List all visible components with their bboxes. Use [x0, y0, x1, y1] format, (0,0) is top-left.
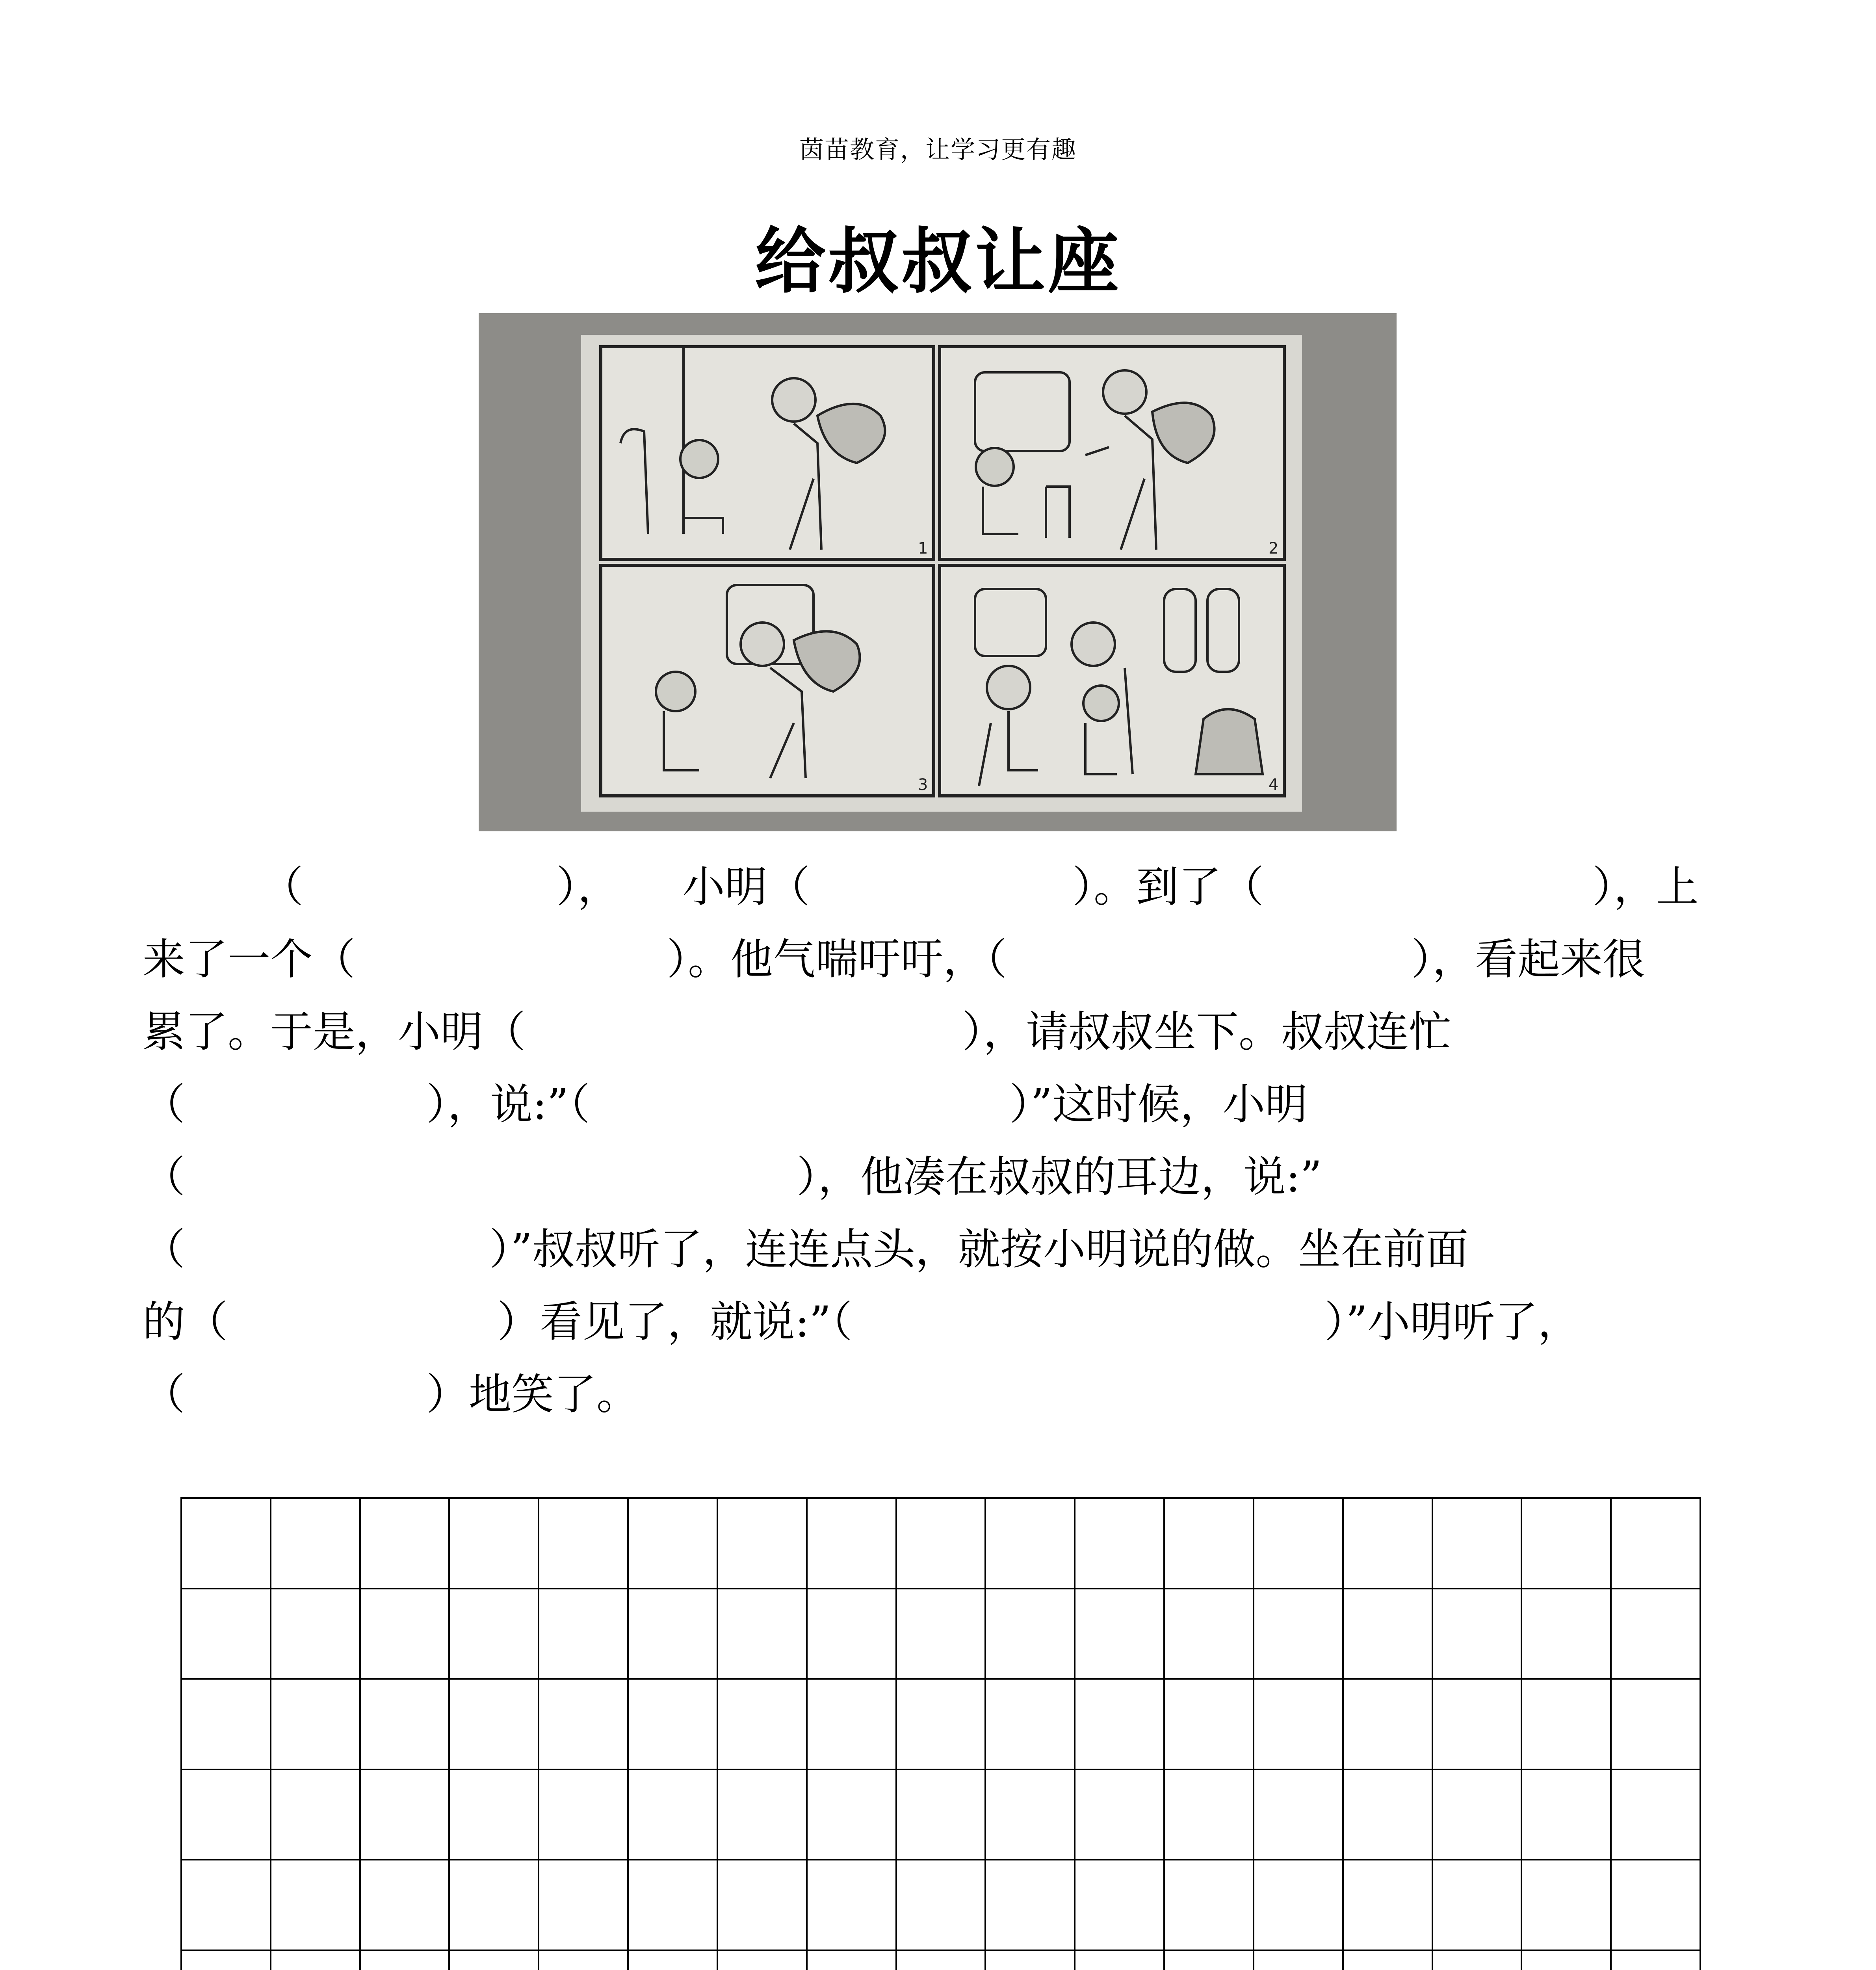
grid-cell[interactable] — [1344, 1680, 1433, 1770]
grid-cell[interactable] — [1165, 1499, 1254, 1589]
grid-cell[interactable] — [1344, 1951, 1433, 1970]
grid-cell[interactable] — [1433, 1680, 1523, 1770]
grid-cell[interactable] — [361, 1951, 450, 1970]
grid-cell[interactable] — [1522, 1951, 1612, 1970]
grid-cell[interactable] — [1254, 1680, 1344, 1770]
grid-cell[interactable] — [182, 1680, 271, 1770]
passage-line-3: 累了。于是，小明（ ），请叔叔坐下。叔叔连忙 — [143, 1007, 1452, 1057]
grid-cell[interactable] — [271, 1770, 361, 1861]
grid-cell[interactable] — [1433, 1770, 1523, 1861]
grid-cell[interactable] — [1165, 1680, 1254, 1770]
grid-cell[interactable] — [718, 1499, 808, 1589]
grid-cell[interactable] — [629, 1770, 718, 1861]
passage-line-6: （ ）”叔叔听了，连连点头，就按小明说的做。坐在前面 — [143, 1225, 1469, 1274]
grid-cell[interactable] — [897, 1770, 986, 1861]
grid-cell[interactable] — [986, 1499, 1075, 1589]
passage-line-2: 来了一个（ ）。他气喘吁吁，（ ），看起来很 — [143, 935, 1646, 984]
grid-cell[interactable] — [1165, 1951, 1254, 1970]
panel-number-3: 3 — [918, 776, 928, 794]
grid-cell[interactable] — [897, 1499, 986, 1589]
grid-cell[interactable] — [1075, 1499, 1165, 1589]
grid-cell[interactable] — [450, 1770, 539, 1861]
grid-cell[interactable] — [986, 1680, 1075, 1770]
grid-cell[interactable] — [1165, 1860, 1254, 1951]
grid-cell[interactable] — [182, 1951, 271, 1970]
grid-cell[interactable] — [1254, 1951, 1344, 1970]
page-header: 茵苗教育，让学习更有趣 — [799, 135, 1077, 164]
grid-cell[interactable] — [1075, 1951, 1165, 1970]
grid-cell[interactable] — [1344, 1770, 1433, 1861]
grid-cell[interactable] — [450, 1951, 539, 1970]
grid-cell[interactable] — [271, 1680, 361, 1770]
grid-cell[interactable] — [361, 1860, 450, 1951]
grid-cell[interactable] — [1433, 1860, 1523, 1951]
grid-cell[interactable] — [1433, 1499, 1523, 1589]
grid-cell[interactable] — [1165, 1589, 1254, 1680]
grid-cell[interactable] — [986, 1770, 1075, 1861]
comic-panels — [479, 313, 1397, 831]
grid-cell[interactable] — [361, 1680, 450, 1770]
grid-cell[interactable] — [1344, 1499, 1433, 1589]
grid-cell[interactable] — [1522, 1589, 1612, 1680]
grid-cell[interactable] — [629, 1951, 718, 1970]
grid-cell[interactable] — [1612, 1951, 1701, 1970]
grid-cell[interactable] — [1612, 1770, 1701, 1861]
grid-cell[interactable] — [897, 1589, 986, 1680]
grid-cell[interactable] — [1612, 1589, 1701, 1680]
grid-cell[interactable] — [897, 1860, 986, 1951]
grid-cell[interactable] — [271, 1951, 361, 1970]
grid-cell[interactable] — [629, 1680, 718, 1770]
grid-cell[interactable] — [1344, 1589, 1433, 1680]
grid-cell[interactable] — [1254, 1860, 1344, 1951]
grid-cell[interactable] — [1522, 1770, 1612, 1861]
grid-cell[interactable] — [182, 1499, 271, 1589]
grid-cell[interactable] — [629, 1499, 718, 1589]
grid-cell[interactable] — [718, 1589, 808, 1680]
grid-cell[interactable] — [1165, 1770, 1254, 1861]
blank-open: （ — [261, 862, 304, 912]
grid-cell[interactable] — [808, 1589, 897, 1680]
grid-cell[interactable] — [1254, 1770, 1344, 1861]
panel-3 — [601, 565, 934, 796]
grid-cell[interactable] — [1254, 1589, 1344, 1680]
grid-cell[interactable] — [539, 1680, 629, 1770]
grid-cell[interactable] — [808, 1770, 897, 1861]
grid-cell[interactable] — [1433, 1589, 1523, 1680]
grid-cell[interactable] — [718, 1951, 808, 1970]
grid-cell[interactable] — [1344, 1860, 1433, 1951]
passage-line-5: （ ），他凑在叔叔的耳边，说:” — [143, 1152, 1322, 1202]
grid-cell[interactable] — [808, 1951, 897, 1970]
grid-cell[interactable] — [986, 1951, 1075, 1970]
grid-cell[interactable] — [271, 1589, 361, 1680]
grid-cell[interactable] — [808, 1499, 897, 1589]
grid-cell[interactable] — [361, 1589, 450, 1680]
grid-cell[interactable] — [1075, 1770, 1165, 1861]
grid-cell[interactable] — [1522, 1860, 1612, 1951]
grid-cell[interactable] — [450, 1860, 539, 1951]
grid-cell[interactable] — [182, 1589, 271, 1680]
panel-number-1: 1 — [918, 539, 928, 558]
grid-cell[interactable] — [1522, 1680, 1612, 1770]
grid-cell[interactable] — [450, 1589, 539, 1680]
passage-line-8: （ ）地笑了。 — [143, 1370, 639, 1419]
grid-cell[interactable] — [1075, 1680, 1165, 1770]
page-title: 给叔叔让座 — [754, 221, 1121, 303]
grid-cell[interactable] — [897, 1680, 986, 1770]
grid-cell[interactable] — [1433, 1951, 1523, 1970]
grid-cell[interactable] — [1612, 1499, 1701, 1589]
grid-cell[interactable] — [897, 1951, 986, 1970]
grid-cell[interactable] — [182, 1860, 271, 1951]
panel-number-4: 4 — [1269, 776, 1279, 794]
passage-line-4: （ ），说:”（ ）”这时候，小明 — [143, 1080, 1308, 1129]
grid-cell[interactable] — [271, 1499, 361, 1589]
grid-cell[interactable] — [808, 1680, 897, 1770]
grid-cell[interactable] — [808, 1860, 897, 1951]
passage-line-7: 的（ ）看见了，就说:”（ ）”小明听了， — [143, 1297, 1581, 1347]
passage-line-1: （ ）， 小明（ ）。到了（ ），上 — [143, 851, 1742, 924]
grid-cell[interactable] — [986, 1860, 1075, 1951]
grid-cell[interactable] — [986, 1589, 1075, 1680]
grid-cell[interactable] — [450, 1499, 539, 1589]
grid-cell[interactable] — [539, 1860, 629, 1951]
fill-in-passage — [143, 851, 1742, 1431]
grid-cell[interactable] — [539, 1770, 629, 1861]
grid-cell[interactable] — [1612, 1860, 1701, 1951]
grid-cell[interactable] — [361, 1499, 450, 1589]
comic-illustration — [479, 313, 1397, 831]
grid-cell[interactable] — [1522, 1499, 1612, 1589]
grid-cell[interactable] — [718, 1680, 808, 1770]
grid-cell[interactable] — [182, 1770, 271, 1861]
grid-cell[interactable] — [539, 1499, 629, 1589]
grid-cell[interactable] — [718, 1770, 808, 1861]
grid-cell[interactable] — [629, 1589, 718, 1680]
panel-1 — [601, 347, 934, 559]
grid-cell[interactable] — [1075, 1589, 1165, 1680]
grid-cell[interactable] — [361, 1770, 450, 1861]
grid-cell[interactable] — [539, 1951, 629, 1970]
grid-cell[interactable] — [271, 1860, 361, 1951]
grid-cell[interactable] — [718, 1860, 808, 1951]
grid-cell[interactable] — [450, 1680, 539, 1770]
grid-cell[interactable] — [1075, 1860, 1165, 1951]
grid-cell[interactable] — [1254, 1499, 1344, 1589]
grid-cell[interactable] — [539, 1589, 629, 1680]
writing-grid — [180, 1497, 1701, 1970]
grid-cell[interactable] — [1612, 1680, 1701, 1770]
panel-number-2: 2 — [1269, 539, 1279, 558]
grid-cell[interactable] — [629, 1860, 718, 1951]
